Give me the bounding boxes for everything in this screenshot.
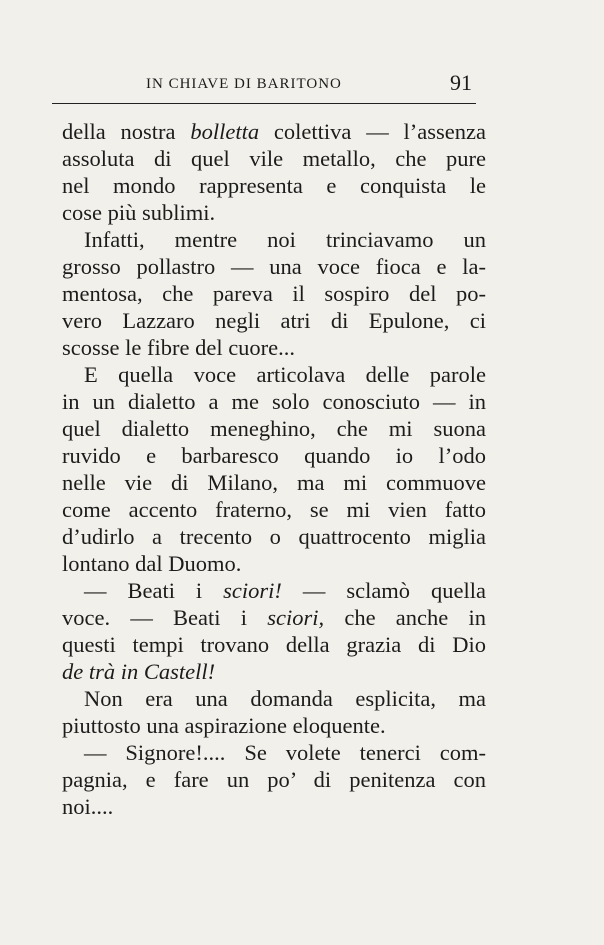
text-line: scosse le fibre del cuore...	[62, 335, 296, 360]
text-line: cose più sublimi.	[62, 200, 216, 225]
text-line: de trà in Castell!	[62, 659, 216, 684]
text-line: piuttosto una aspirazione eloquente.	[62, 713, 386, 738]
text-line: Infatti, mentre noi trinciavamo un	[84, 227, 486, 252]
page-header	[52, 66, 476, 106]
text-line: assoluta di quel vile metallo, che pure	[62, 146, 486, 171]
text-line: quel dialetto meneghino, che mi suona	[62, 416, 486, 441]
text-line: questi tempi trovano della grazia di Dio	[62, 632, 486, 657]
text-line: vero Lazzaro negli atri di Epulone, ci	[62, 308, 486, 333]
text-line: E quella voce articolava delle parole	[84, 362, 486, 387]
running-title: IN CHIAVE DI BARITONO	[146, 76, 342, 92]
text-line: come accento fraterno, se mi vien fatto	[62, 497, 486, 522]
text-line: della nostra bolletta colettiva — l’assenza	[62, 119, 486, 144]
text-line: voce. — Beati i sciori, che anche in	[62, 605, 486, 630]
text-line: nelle vie di Milano, ma mi commuove	[62, 470, 486, 495]
text-line: nel mondo rappresenta e conquista le	[62, 173, 486, 198]
text-line: — Beati i sciori! — sclamò quella	[84, 578, 486, 603]
text-line: d’udirlo a trecento o quattrocento miglia	[62, 524, 486, 549]
text-line: ruvido e barbaresco quando io l’odo	[62, 443, 486, 468]
text-line: noi....	[62, 794, 114, 819]
text-line: mentosa, che pareva il sospiro del po-	[62, 281, 486, 306]
text-line: pagnia, e fare un po’ di penitenza con	[62, 767, 486, 792]
text-line: grosso pollastro — una voce fioca e la-	[62, 254, 486, 279]
text-line: in un dialetto a me solo conosciuto — in	[62, 389, 486, 414]
text-line: — Signore!.... Se volete tenerci com-	[84, 740, 486, 765]
text-line: Non era una domanda esplicita, ma	[84, 686, 486, 711]
body-text	[62, 118, 486, 820]
page-number: 91	[450, 70, 472, 95]
text-line: lontano dal Duomo.	[62, 551, 242, 576]
header-rule	[52, 103, 476, 104]
